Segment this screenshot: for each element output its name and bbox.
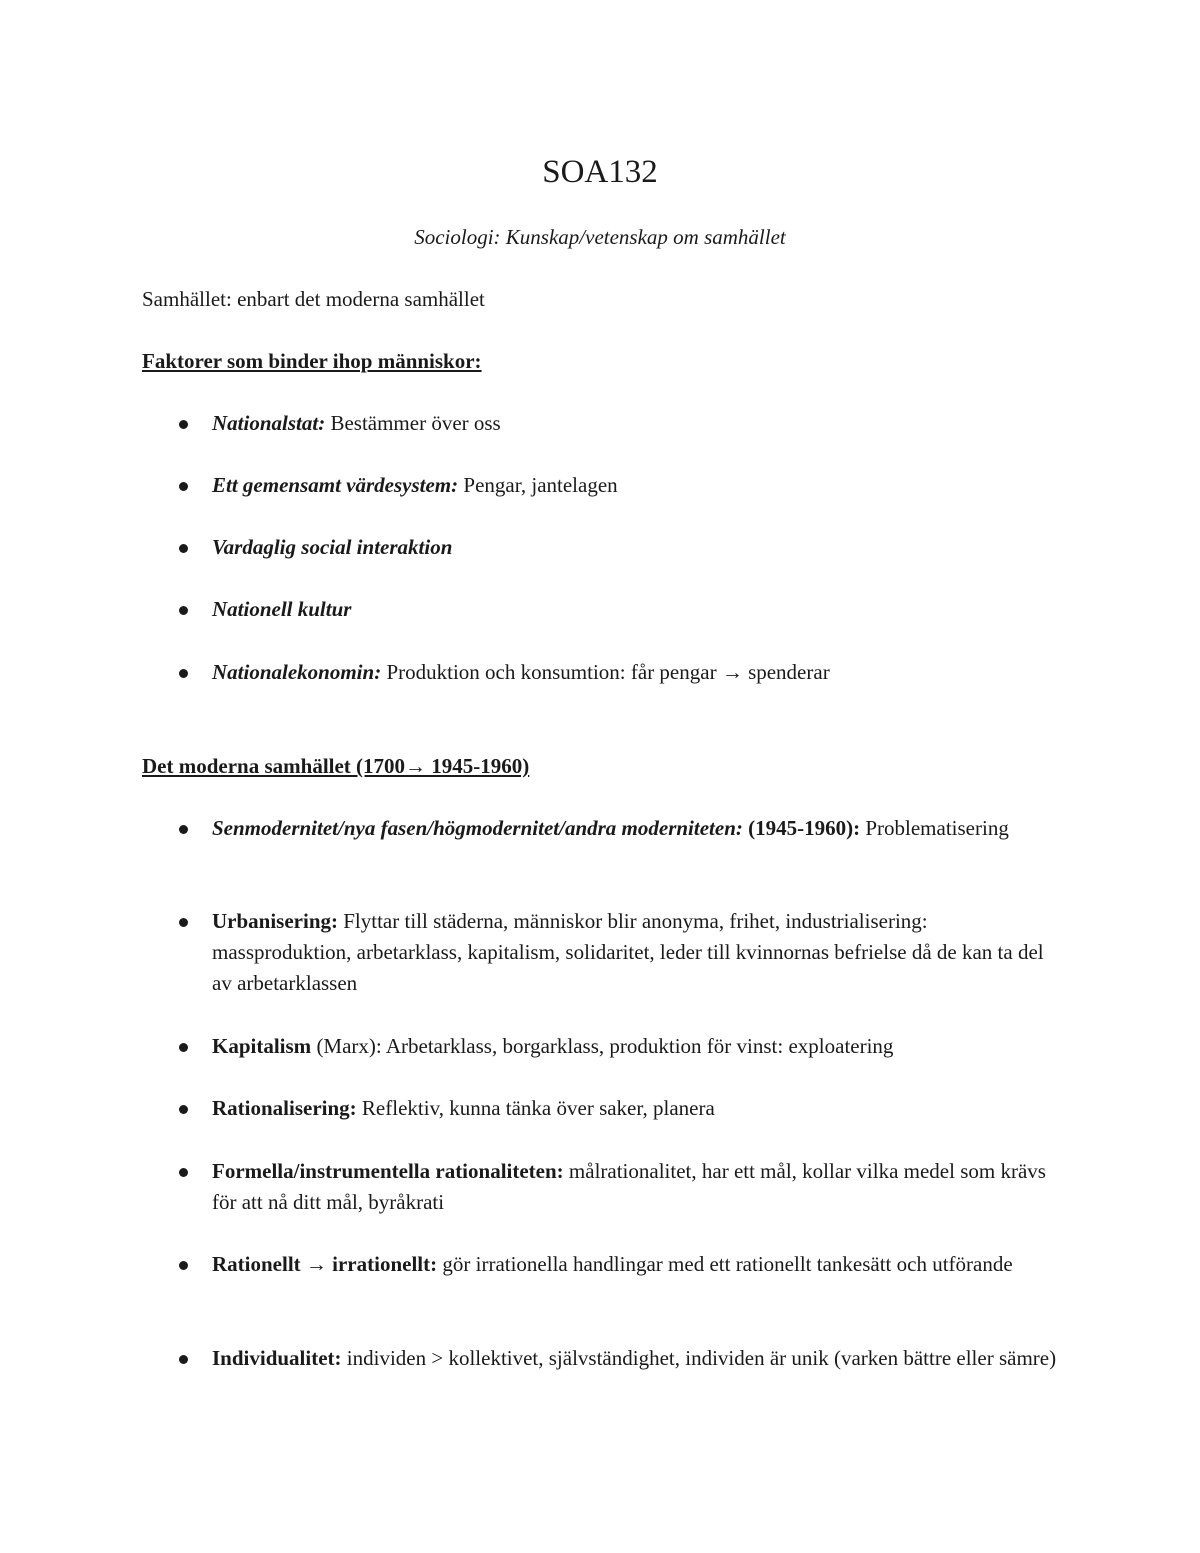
item-term: Nationell kultur [212,597,352,621]
document-title: SOA132 [542,154,658,190]
bullet-icon [179,420,188,429]
list-item [212,408,1062,439]
bullet-icon [179,606,188,615]
item-term: Urbanisering: [212,909,338,933]
document-subtitle: Sociologi: Kunskap/vetenskap om samhället [414,225,786,249]
item-text: Problematisering [860,816,1009,840]
list-item [212,594,1062,625]
list-item [212,1249,1062,1280]
list-item [212,1343,1062,1374]
bullet-icon [179,825,188,834]
item-term: Rationellt → irrationellt: [212,1252,438,1276]
item-term: Formella/instrumentella rationaliteten: [212,1159,564,1183]
item-text: (Marx): Arbetarklass, borgarklass, produktion för vinst: exploatering [311,1034,894,1058]
item-term: Kapitalism [212,1034,312,1058]
bullet-icon [179,1261,188,1270]
item-text: Reflektiv, kunna tänka över saker, planera [356,1096,715,1120]
list-item [212,1031,1062,1062]
item-term: Individualitet: [212,1346,342,1370]
item-text: gör irrationella handlingar med ett rationellt tankesätt och utförande [437,1252,1013,1276]
bullet-icon [179,544,188,553]
bullet-icon [179,1043,188,1052]
intro-paragraph: Samhället: enbart det moderna samhället [142,287,485,311]
list-item [212,906,1062,999]
item-text: Pengar, jantelagen [458,473,618,497]
item-term: Ett gemensamt värdesystem: [212,473,459,497]
item-text: individen > kollektivet, självständighet, individen är unik (varken bättre eller sämre) [341,1346,1057,1370]
bullet-icon [179,918,188,927]
bullet-icon [179,482,188,491]
list-item [212,813,1062,844]
list-item [212,1156,1062,1218]
item-text: Bestämmer över oss [325,411,501,435]
list-item [212,470,1062,501]
item-term: Nationalekonomin: [212,660,382,684]
item-term-period: (1945-1960): [742,816,861,840]
item-text: målrationalitet, har ett mål, kollar vilka medel som krävs för att nå ditt mål, byråkrati [212,1159,1046,1214]
bullet-icon [179,1105,188,1114]
item-term: Vardaglig social interaktion [212,535,453,559]
item-term: Senmodernitet/nya fasen/högmodernitet/andra moderniteten: [212,816,743,840]
list-item [212,1093,1062,1124]
item-term: Rationalisering: [212,1096,357,1120]
bullet-icon [179,1168,188,1177]
section-heading-factors: Faktorer som binder ihop människor: [142,349,482,373]
list-item [212,532,1062,563]
list-item [212,657,1062,688]
item-term: Nationalstat: [212,411,326,435]
item-text: Flyttar till städerna, människor blir anonyma, frihet, industrialisering: massproduktion, arbetarklass, kapitalism, solidaritet, leder till kvinnornas befrielse då de kan ta del av arbetarklassen [212,909,1044,995]
bullet-icon [179,669,188,678]
bullet-icon [179,1355,188,1364]
section-heading-modern-society: Det moderna samhället (1700→ 1945-1960) [142,754,530,778]
item-text: Produktion och konsumtion: får pengar → spenderar [381,660,830,684]
